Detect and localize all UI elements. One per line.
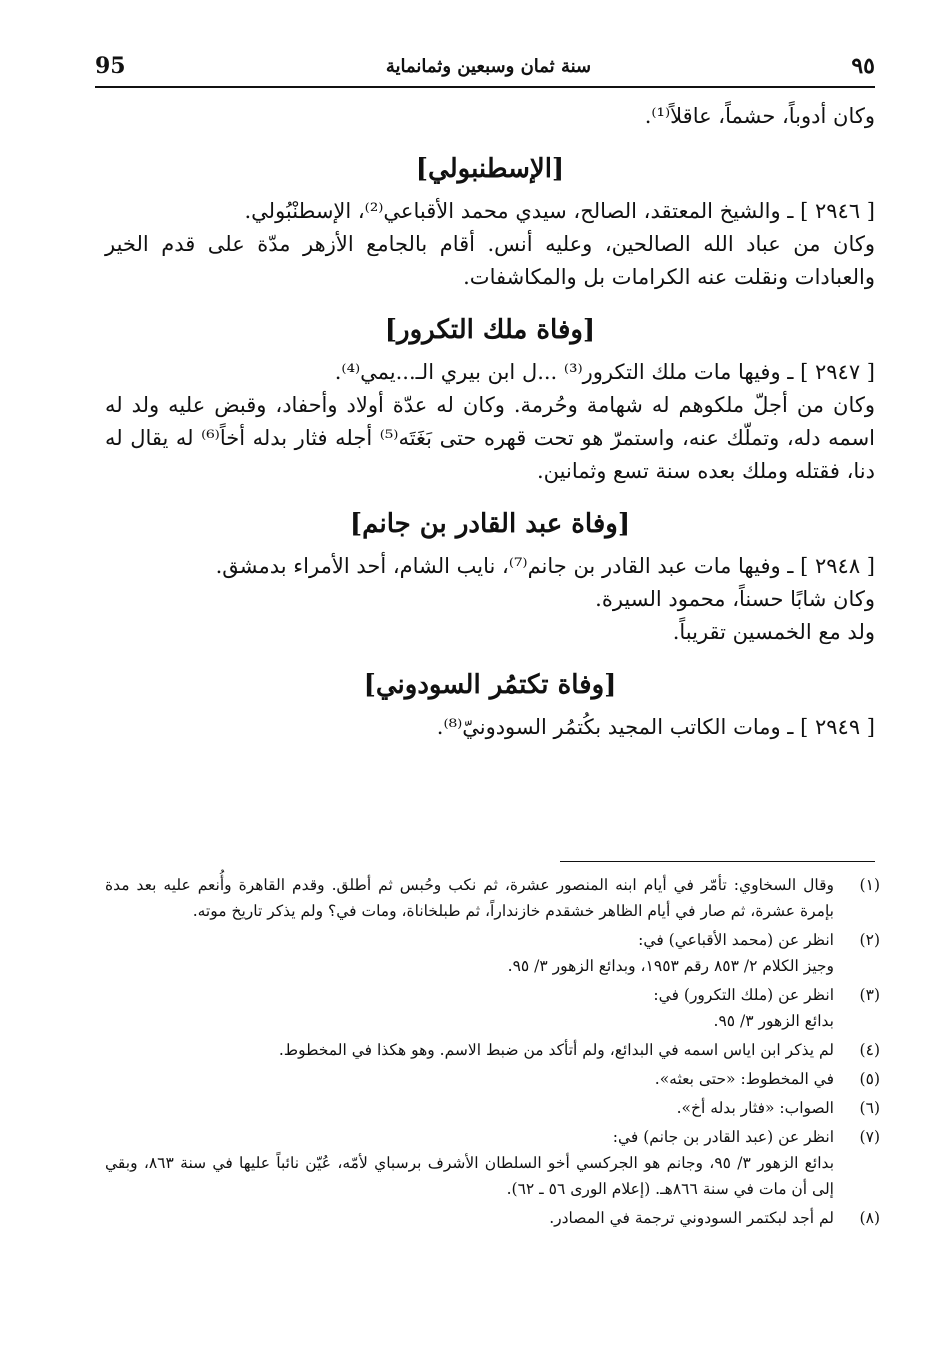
entry-2947-body: وكان من أجلّ ملكوهم له شهامة وحُرمة. وكان له عدّة أولاد وأحفاد، وقبض عليه ولد له اسمه دله، وتملّك عنه، واستمرّ هو تحت قهره حتى بَغَتَه⁽⁵⁾ أجله فثار بدله أخاً⁽⁶⁾ له يقال له دنا، فقتله وملك بعده سنة تسع وثمانين. bbox=[105, 393, 875, 483]
footnote bbox=[105, 872, 880, 924]
section-heading-taktamur: [وفاة تكتمُر السودوني] bbox=[363, 670, 617, 700]
footnote-text: الصواب: «فثار بدله أخ». bbox=[676, 1099, 834, 1117]
footnote-number: (١) bbox=[859, 876, 880, 894]
footnote bbox=[105, 1037, 880, 1063]
entry-2946-title: [ ٢٩٤٦ ] ـ والشيخ المعتقد، الصالح، سيدي محمد الأقباعي⁽²⁾، الإسطنْبُولي. bbox=[244, 199, 875, 223]
footnote-number: (٤) bbox=[859, 1041, 880, 1059]
entry-2948-body-2: ولد مع الخمسين تقريباً. bbox=[672, 620, 875, 644]
page-number-arabic: ٩٥ bbox=[851, 53, 875, 79]
entry-2947-title: [ ٢٩٤٧ ] ـ وفيها مات ملك التكرور⁽³⁾ ...ل ابن بيري الـ...يمي⁽⁴⁾. bbox=[334, 360, 875, 384]
section-heading-istanbuli: [الإسطنبولي] bbox=[415, 154, 565, 184]
entry-2948-title: [ ٢٩٤٨ ] ـ وفيها مات عبد القادر بن جانم⁽⁷⁾، نايب الشام، أحد الأمراء بدمشق. bbox=[215, 554, 875, 578]
footnote-text: لم أجد لبكتمر السودوني ترجمة في المصادر. bbox=[549, 1209, 834, 1227]
footnote-text: انظر عن (محمد الأقباعي) في: bbox=[638, 931, 834, 949]
footnote-separator bbox=[560, 861, 875, 862]
footnote-number: (٥) bbox=[859, 1070, 880, 1088]
section-heading-takrur: [وفاة ملك التكرور] bbox=[384, 315, 596, 345]
footnote-text: بدائع الزهور ٣/ ٩٥. bbox=[713, 1012, 834, 1030]
footnote-text: انظر عن (ملك التكرور) في: bbox=[653, 986, 834, 1004]
page-header bbox=[95, 48, 875, 84]
footnote bbox=[105, 982, 880, 1034]
footnote-number: (٨) bbox=[859, 1209, 880, 1227]
footnote bbox=[105, 1124, 880, 1202]
footnote bbox=[105, 1205, 880, 1231]
page-number-latin: 95 bbox=[95, 53, 126, 79]
footnote bbox=[105, 1095, 880, 1121]
footnote-text: بدائع الزهور ٣/ ٩٥، وجانم هو الجركسي أخو السلطان الأشرف برسباي لأمّه، عُيّن نائباً عليها في سنة ٨٦٣، وبقي إلى أن مات في سنة ٨٦٦هـ. (إعلام الورى ٥٦ ـ ٦٢). bbox=[105, 1154, 835, 1198]
footnote-number: (٣) bbox=[859, 986, 880, 1004]
footnote-text: انظر عن (عبد القادر بن جانم) في: bbox=[612, 1128, 834, 1146]
footnote-number: (٢) bbox=[859, 931, 880, 949]
footnotes bbox=[105, 872, 880, 1234]
entry-2949-title: [ ٢٩٤٩ ] ـ ومات الكاتب المجيد بكُتمُر السودونيّ⁽⁸⁾. bbox=[436, 715, 875, 739]
footnote-text: لم يذكر ابن اياس اسمه في البدائع، ولم أتأكد من ضبط الاسم. وهو هكذا في المخطوط. bbox=[278, 1041, 834, 1059]
main-text bbox=[105, 100, 875, 744]
header-rule bbox=[95, 86, 875, 88]
footnote-number: (٧) bbox=[859, 1128, 880, 1146]
footnote-text: وقال السخاوي: تأمّر في أيام ابنه المنصور عشرة، ثم نكب وحُبس ثم أطلق. وقدم القاهرة وأُنعم عليه بعد مدة بإمرة عشرة، ثم صار في أيام الظاهر خشقدم خازنداراً، ثم طبلخاناة، ومات في؟ ولم يذكر تاريخ موته. bbox=[105, 876, 834, 920]
paragraph-continuation: وكان أدوباً، حشماً، عاقلاً⁽¹⁾. bbox=[644, 104, 875, 128]
section-heading-abd-alqadir: [وفاة عبد القادر بن جانم] bbox=[349, 509, 631, 539]
footnote-text: وجيز الكلام ٢/ ٨٥٣ رقم ١٩٥٣، وبدائع الزهور ٣/ ٩٥. bbox=[507, 957, 834, 975]
running-title: سنة ثمان وسبعين وثمانماية bbox=[385, 55, 592, 77]
footnote-number: (٦) bbox=[859, 1099, 880, 1117]
entry-2948-body-1: وكان شابًا حسناً، محمود السيرة. bbox=[595, 587, 875, 611]
entry-2946-body: وكان من عباد الله الصالحين، وعليه أنس. أقام بالجامع الأزهر مدّة على قدم الخير والعبادات ونقلت عنه الكرامات بل والمكاشفات. bbox=[105, 232, 875, 289]
footnote-text: في المخطوط: «حتى بعثه». bbox=[654, 1070, 834, 1088]
footnote bbox=[105, 1066, 880, 1092]
footnote bbox=[105, 927, 880, 979]
